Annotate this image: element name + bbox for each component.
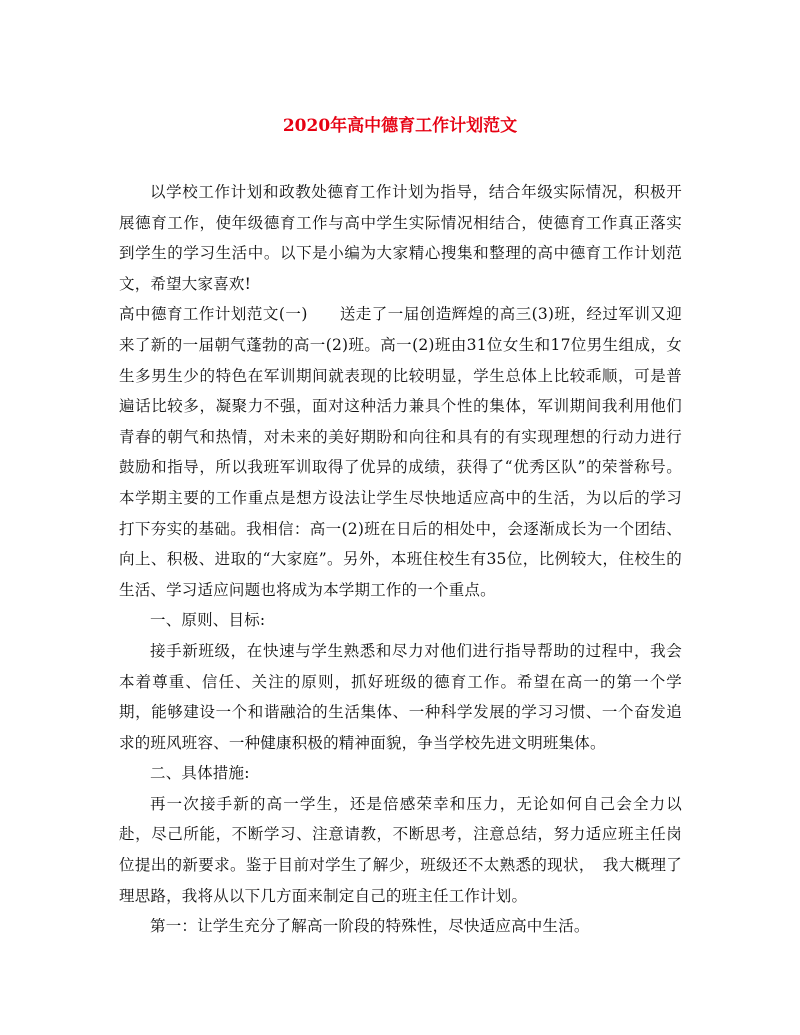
section-heading-principles: 一、原则、目标: bbox=[150, 611, 266, 630]
document-body bbox=[119, 177, 682, 942]
measures-paragraph: 再一次接手新的高一学生，还是倍感荣幸和压力，无论如何自己会全力以赴，尽己所能，不断学习、注意请教，不断思考，注意总结，努力适应班主任岗位提出的新要求。鉴于目前对学生了解少，班级还不太熟悉的现状， 我大概理了理思路，我将从以下几方面来制定自己的班主任工作计划。 bbox=[119, 794, 682, 905]
principles-paragraph: 接手新班级，在快速与学生熟悉和尽力对他们进行指导帮助的过程中，我会本着尊重、信任、关注的原则，抓好班级的德育工作。希望在高一的第一个学期，能够建设一个和谐融洽的生活集体、一种科学发展的学习习惯、一个奋发追求的班风班容、一种健康积极的精神面貌，争当学校先进文明班集体。 bbox=[119, 641, 682, 752]
document-title: 2020年高中德育工作计划范文 bbox=[282, 116, 518, 136]
first-measure-paragraph: 第一：让学生充分了解高一阶段的特殊性，尽快适应高中生活。 bbox=[150, 917, 590, 936]
section-heading-measures: 二、具体措施: bbox=[150, 764, 250, 783]
intro-paragraph: 以学校工作计划和政教处德育工作计划为指导，结合年级实际情况，积极开展德育工作，使年级德育工作与高中学生实际情况相结合，使德育工作真正落实到学生的学习生活中。以下是小编为大家精心搜集和整理的高中德育工作计划范文，希望大家喜欢! bbox=[119, 183, 682, 293]
plan-one-paragraph: 高中德育工作计划范文(一) 送走了一届创造辉煌的高三(3)班，经过军训又迎来了新的一届朝气蓬勃的高一(2)班。高一(2)班由31位女生和17位男生组成，女生多男生少的特色在军训期间就表现的比较明显，学生总体上比较乖顺，可是普遍话比较多，凝聚力不强，面对这种活力兼具个性的集体，军训期间我利用他们青春的朝气和热情，对未来的美好期盼和向往和具有的有实现理想的行动力进行鼓励和指导，所以我班军训取得了优异的成绩，获得了“优秀区队”的荣誉称号。本学期主要的工作重点是想方设法让学生尽快地适应高中的生活，为以后的学习打下夯实的基础。我相信：高一(2)班在日后的相处中，会逐渐成长为一个团结、向上、积极、进取的“大家庭”。另外，本班住校生有35位，比例较大，住校生的生活、学习适应问题也将成为本学期工作的一个重点。 bbox=[119, 305, 682, 599]
